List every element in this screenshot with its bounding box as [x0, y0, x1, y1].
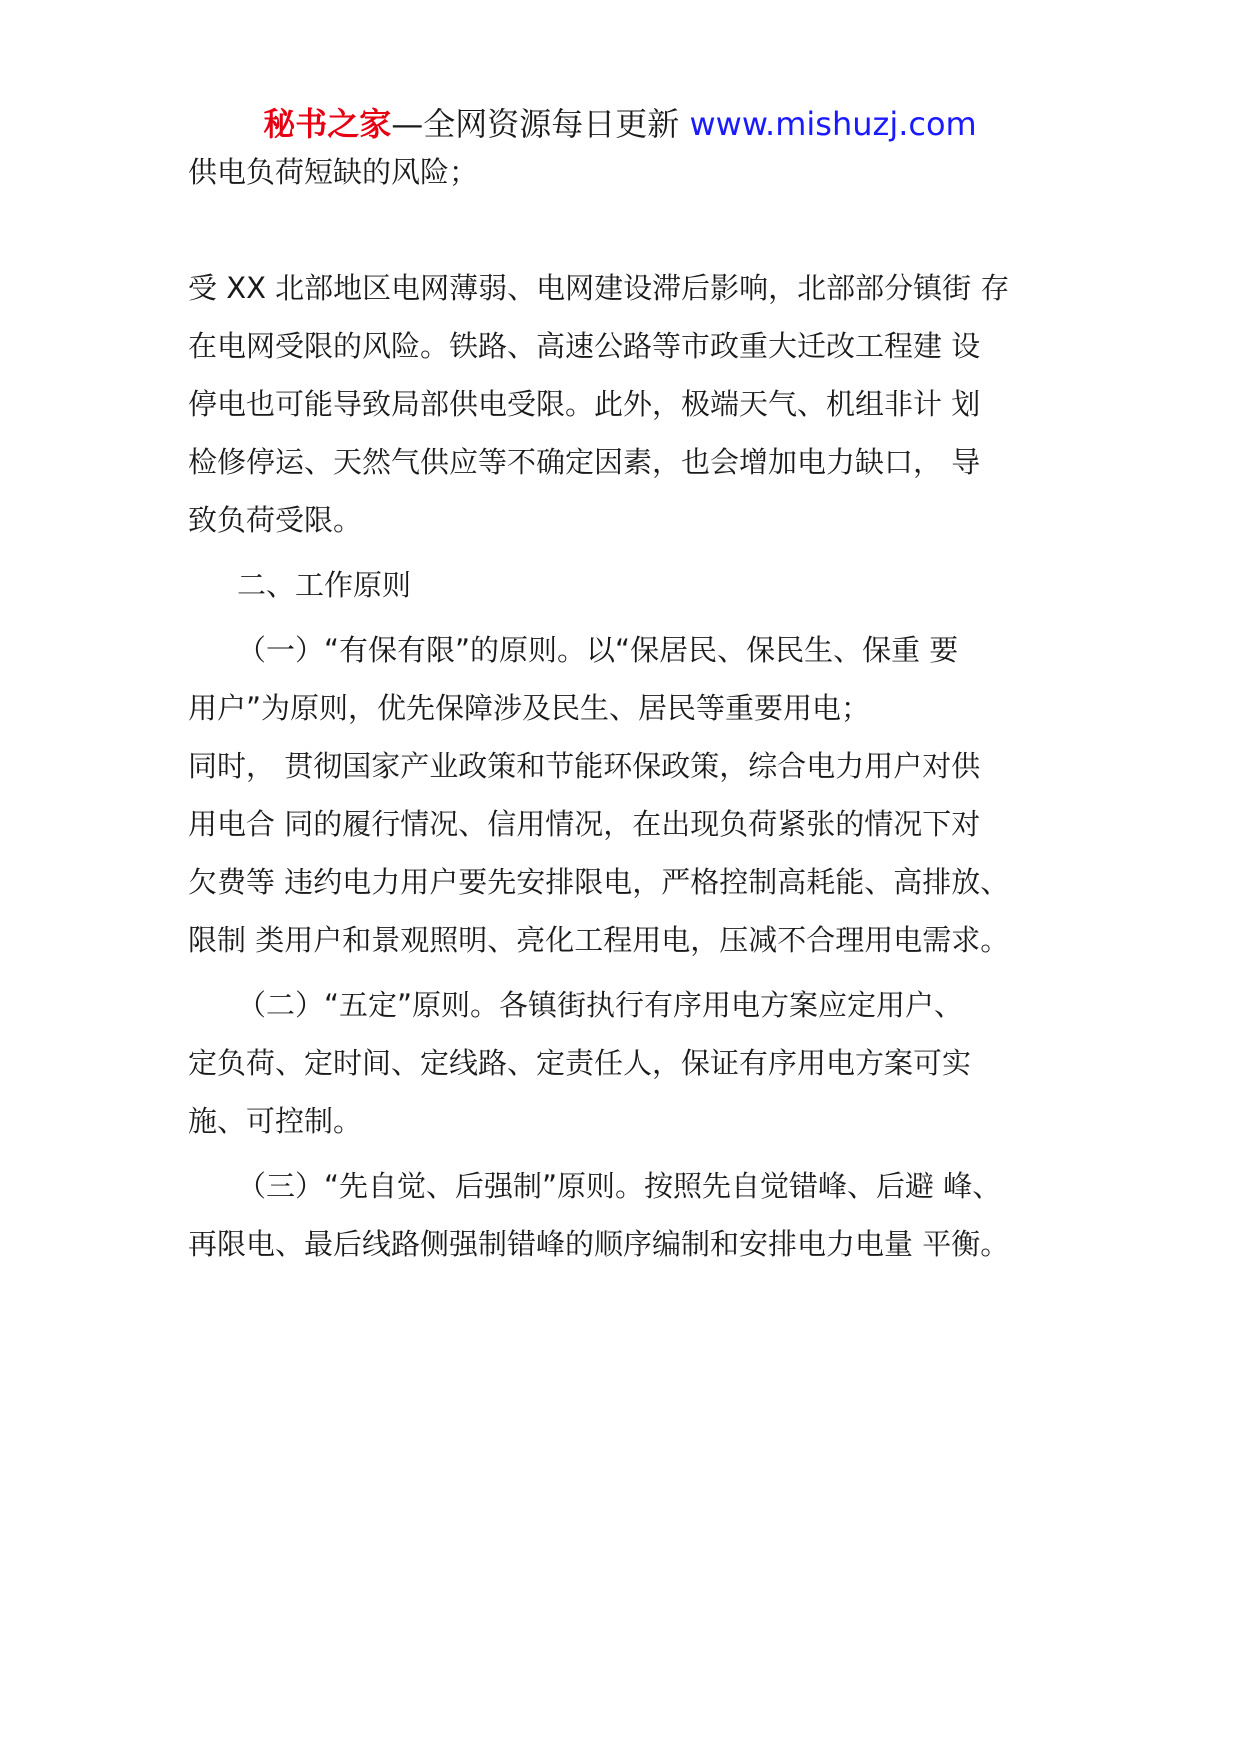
text-line: 同时， 贯彻国家产业政策和节能环保政策，综合电力用户对供 [188, 749, 981, 783]
text-line: （三）“先自觉、后强制”原则。按照先自觉错峰、后避 峰、 [237, 1169, 1002, 1203]
text-line: 停电也可能导致局部供电受限。此外，极端天气、机组非计 划 [188, 387, 981, 421]
brand-name: 秘书之家 [263, 105, 392, 143]
text-line: 再限电、最后线路侧强制错峰的顺序编制和安排电力电量 平衡。 [188, 1227, 1010, 1261]
section-heading: 二、工作原则 [237, 568, 412, 602]
text-line: 在电网受限的风险。铁路、高速公路等市政重大迁改工程建 设 [188, 329, 981, 363]
site-url-link[interactable]: www.mishuzj.com [689, 105, 977, 143]
text-line: 施、可控制。 [188, 1104, 363, 1138]
site-header [0, 102, 1240, 146]
text-line: 供电负荷短缺的风险； [188, 155, 479, 189]
text-line: 检修停运、天然气供应等不确定因素，也会增加电力缺口， 导 [188, 445, 981, 479]
text-line: 限制 类用户和景观照明、亮化工程用电，压减不合理用电需求。 [188, 923, 1010, 957]
text-line: （一）“有保有限”的原则。以“保居民、保民生、保重 要 [237, 633, 959, 667]
text-line: 致负荷受限。 [188, 503, 363, 537]
text-line: 定负荷、定时间、定线路、定责任人，保证有序用电方案可实 [188, 1046, 972, 1080]
header-slogan: —全网资源每日更新 [391, 105, 680, 143]
text-line: 用电合 同的履行情况、信用情况，在出现负荷紧张的情况下对 [188, 807, 981, 841]
text-line: 欠费等 违约电力用户要先安排限电，严格控制高耗能、高排放、 [188, 865, 1010, 899]
text-line: （二）“五定”原则。各镇街执行有序用电方案应定用户、 [237, 988, 964, 1022]
text-line: 用户”为原则，优先保障涉及民生、居民等重要用电； [188, 691, 871, 725]
text-line: 受 XX 北部地区电网薄弱、电网建设滞后影响，北部部分镇街 存 [188, 271, 1010, 305]
